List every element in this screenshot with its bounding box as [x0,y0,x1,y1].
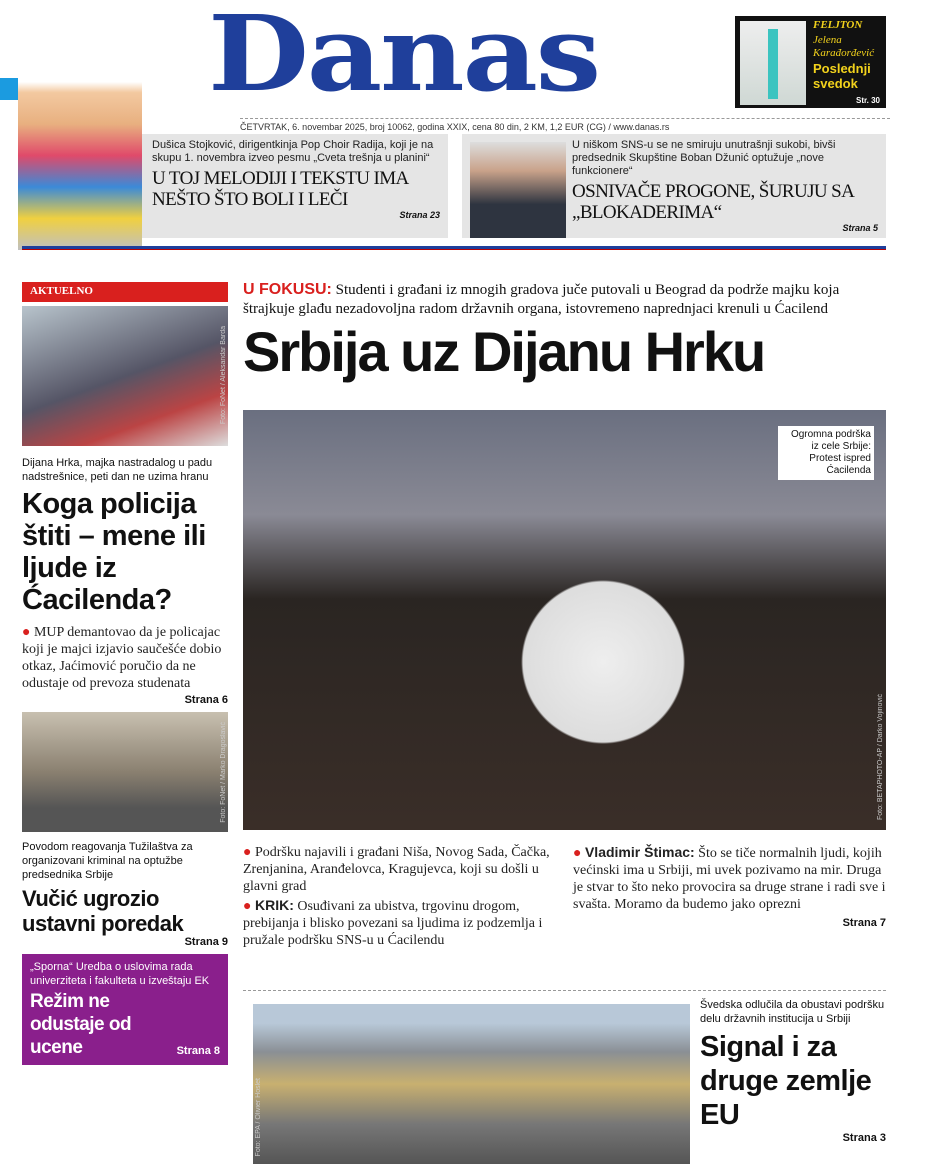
focus-label: U FOKUSU: [243,281,332,298]
teaser-page: Strana 5 [842,223,878,233]
story-kicker: Povodom reagovanja Tužilaštva za organizovani kriminal na optužbe predsednika Srbije [22,841,193,881]
bullet-icon: ● [22,625,34,640]
teaser-page: Strana 23 [399,210,440,220]
feljton-label: FELJTON [813,19,863,31]
eu-commission-photo [253,1004,690,1164]
story-headline[interactable]: Signal i za druge zemlje EU [700,1031,872,1131]
photo-credit: Foto: FoNet / Marko Dragoslavić [220,722,227,823]
focus-bullet-2 [243,897,558,949]
photo-caption: Ogromna podrška iz cele Srbije: Protest ispred Ćacilenda [778,426,874,480]
story-kicker: Dijana Hrka, majka nastradalog u padu nadstrešnice, peti dan ne uzima hranu [22,457,213,483]
feljton-box[interactable] [735,16,886,108]
teaser-headline: U TOJ MELODIJI I TEKSTU IMA NEŠTO ŠTO BOLI I LEČI [152,168,408,210]
teaser-kicker: U niškom SNS-u se ne smiruju unutrašnji sukobi, bivši predsednik Skupštine Boban Džunić optužuje „nove funkcionere“ [572,139,836,177]
left-column [22,282,228,1065]
story-page: Strana 8 [176,1045,220,1057]
teaser-headline: OSNIVAČE PROGONE, ŠURUJU SA „BLOKADERIMA“ [572,181,854,223]
focus-bullet-1 [243,844,558,895]
bullet-label: Vladimir Štimac: [584,844,695,860]
focus-page: Strana 7 [842,917,886,929]
photo-credit: Foto: FoNet / Aleksandar Barda [220,326,227,425]
story-headline: Režim ne odustaje od ucene [30,991,132,1058]
teaser-left[interactable] [142,134,448,238]
bullet-text: Osuđivani za ubistva, trgovinu drogom, prebijanja i blisko povezani sa ljudima iz podzemlja i pružale podršku SNS-u u Ćacilendu [243,899,543,948]
feljton-page: Str. 30 [855,96,880,105]
photo-credit: Foto: EPA / Olivier Hoslet [255,1077,262,1156]
bullet-icon: ● [243,899,255,914]
bullet-label: KRIK: [254,897,294,913]
focus-bullets-left [243,844,558,949]
story-page: Strana 6 [184,694,228,706]
book-cover-image [740,21,806,105]
focus-text: Studenti i građani iz mnogih gradova juče putovali u Beograd da podrže majku koja štrajkuje glađu nezadovoljna radom državnih organa, istovremeno naprednjaci krenuli u Ćacilend [243,282,840,317]
teaser-right[interactable] [462,134,886,238]
teaser-kicker: Dušica Stojković, dirigentkinja Pop Choir Radija, koji je na skupu 1. novembra izveo pesmu „Cveta trešnja u planini“ [152,139,434,164]
header-divider [22,246,886,250]
focus-bullets-right [573,844,886,929]
story-kicker: „Sporna“ Uredba o uslovima rada univerziteta i fakulteta u izveštaju EK [30,961,210,987]
issue-info: ČETVRTAK, 6. novembar 2025, broj 10062, godina XXIX, cena 80 din, 2 KM, 1,2 EUR (CG) / www.danas.rs [240,118,890,132]
story-kicker: Švedska odlučila da obustavi podršku delu državnih institucija u Srbiji [700,999,885,1025]
bullet-icon: ● [573,846,585,861]
focus-bullet-3 [573,844,886,913]
story-headline[interactable]: Koga policija štiti – mene ili ljude iz Ćacilenda? [22,488,206,616]
story-headline[interactable]: Vučić ugrozio ustavni poredak [22,886,184,936]
bullet-icon: ● [243,845,255,860]
masthead-logo: Danas [208,0,600,115]
politician-photo [470,142,566,238]
tab-marker [0,78,18,100]
section-label: AKTUELNO [22,282,228,302]
section-divider [243,990,886,991]
feljton-author: Jelena Karađorđević [813,34,875,59]
focus-header [243,280,883,385]
feljton-title: Poslednji svedok [813,61,871,91]
bullet-text: MUP demantovao da je policajac koji je majci izjavio saučešće dobio otkaz, Jaćimović poručio da ne odustaje od prevoza studenata [22,625,222,691]
protest-photo [243,410,886,830]
mother-photo [22,306,228,446]
photo-credit: Foto: BETAPHOTO-AP / Darko Vojinović [877,693,884,820]
bullet-text: Podršku najavili i građani Niša, Novog Sada, Čačka, Zrenjanina, Aranđelovca, Kragujevca, koji su došli u glavni grad [243,845,550,894]
purple-story-box[interactable] [22,954,228,1065]
story-page: Strana 9 [184,936,228,948]
eu-story-text [700,998,886,1144]
main-headline[interactable]: Srbija uz Dijanu Hrku [243,320,765,383]
choir-conductor-photo [18,40,142,250]
story-bullet [22,624,228,692]
story-page: Strana 3 [842,1132,886,1144]
prosecution-building-photo [22,712,228,832]
focus-intro [243,280,883,319]
bullet-text: Što se tiče normalnih ljudi, kojih većinski ima u Srbiji, mi uvek pozivamo na mir. Druga je stvar to što neko provocira sa druge strane i radi sve i svašta. Moramo da budemo jako oprezni [573,846,886,912]
